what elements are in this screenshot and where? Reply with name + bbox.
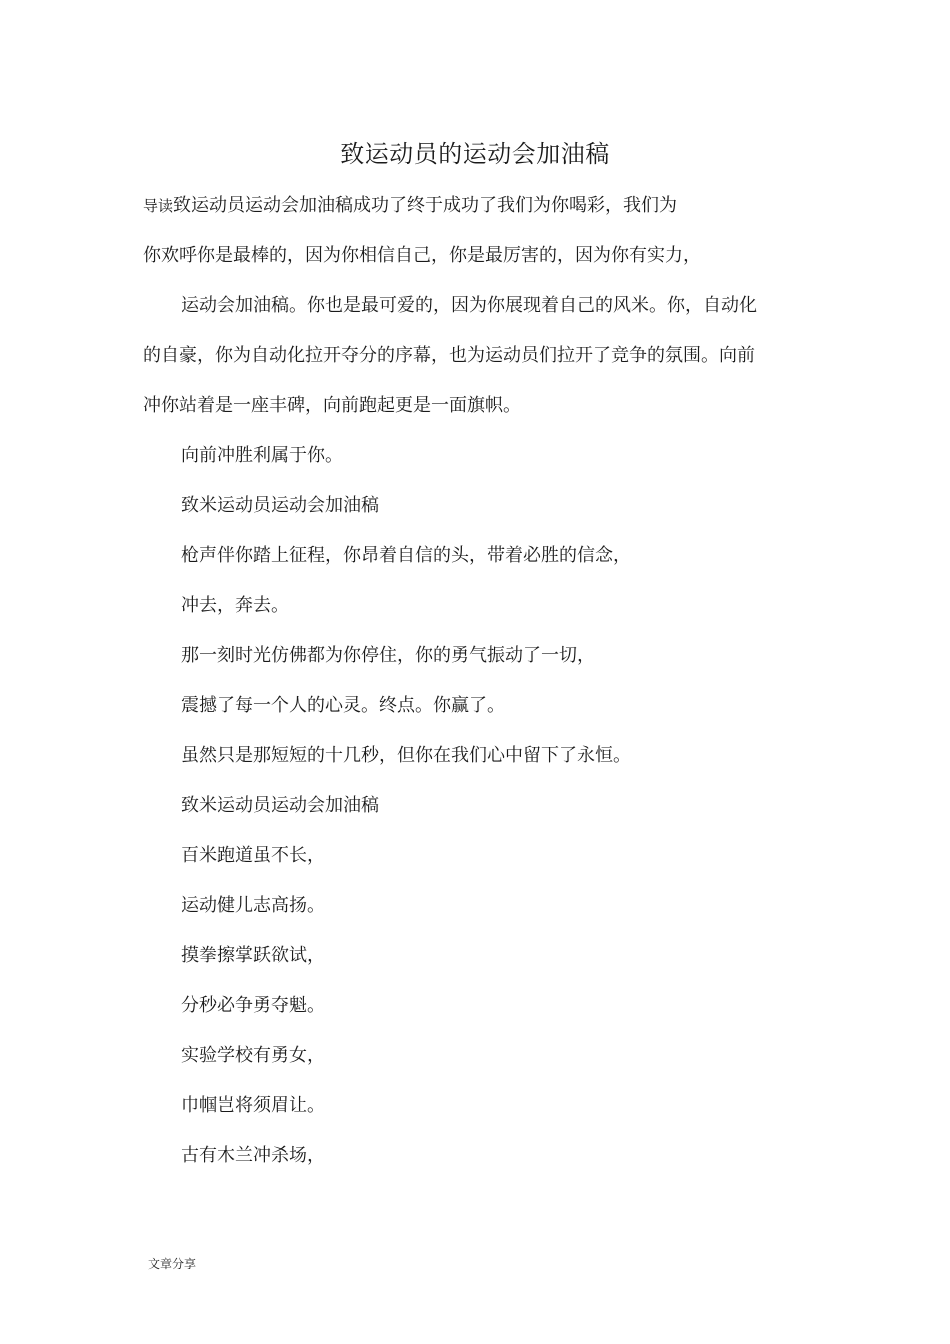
body-line: 你欢呼你是最棒的，因为你相信自己，你是最厉害的，因为你有实力，	[143, 245, 701, 266]
poem-line: 实验学校有勇女，	[181, 1045, 325, 1066]
body-line: 枪声伴你踏上征程，你昂着自信的头，带着必胜的信念，	[181, 545, 631, 566]
intro-prefix: 导读	[143, 197, 174, 215]
body-line: 冲去，奔去。	[181, 595, 289, 616]
page-title: 致运动员的运动会加油稿	[340, 140, 610, 168]
body-line: 运动会加油稿。你也是最可爱的，因为你展现着自己的风米。你，自动化	[181, 295, 757, 316]
poem-line: 巾帼岂将须眉让。	[181, 1095, 325, 1116]
body-line: 虽然只是那短短的十几秒，但你在我们心中留下了永恒。	[181, 745, 631, 766]
body-line: 冲你站着是一座丰碑，向前跑起更是一面旗帜。	[143, 395, 521, 416]
footer-label: 文章分享	[148, 1257, 197, 1271]
body-line: 那一刻时光仿佛都为你停住，你的勇气振动了一切，	[181, 645, 595, 666]
poem-line: 摸拳擦掌跃欲试，	[181, 945, 325, 966]
poem-line: 古有木兰冲杀场，	[181, 1145, 325, 1166]
section-heading: 致米运动员运动会加油稿	[181, 795, 379, 816]
body-line: 的自豪，你为自动化拉开夺分的序幕，也为运动员们拉开了竞争的氛围。向前	[143, 345, 755, 366]
poem-line: 分秒必争勇夺魁。	[181, 995, 325, 1016]
body-line: 震撼了每一个人的心灵。终点。你赢了。	[181, 695, 505, 716]
body-line: 向前冲胜利属于你。	[181, 445, 343, 466]
intro-line	[143, 193, 677, 219]
poem-line: 百米跑道虽不长，	[181, 845, 325, 866]
intro-text: 致运动员运动会加油稿成功了终于成功了我们为你喝彩，我们为	[173, 195, 678, 216]
poem-line: 运动健儿志高扬。	[181, 895, 325, 916]
section-heading: 致米运动员运动会加油稿	[181, 495, 379, 516]
